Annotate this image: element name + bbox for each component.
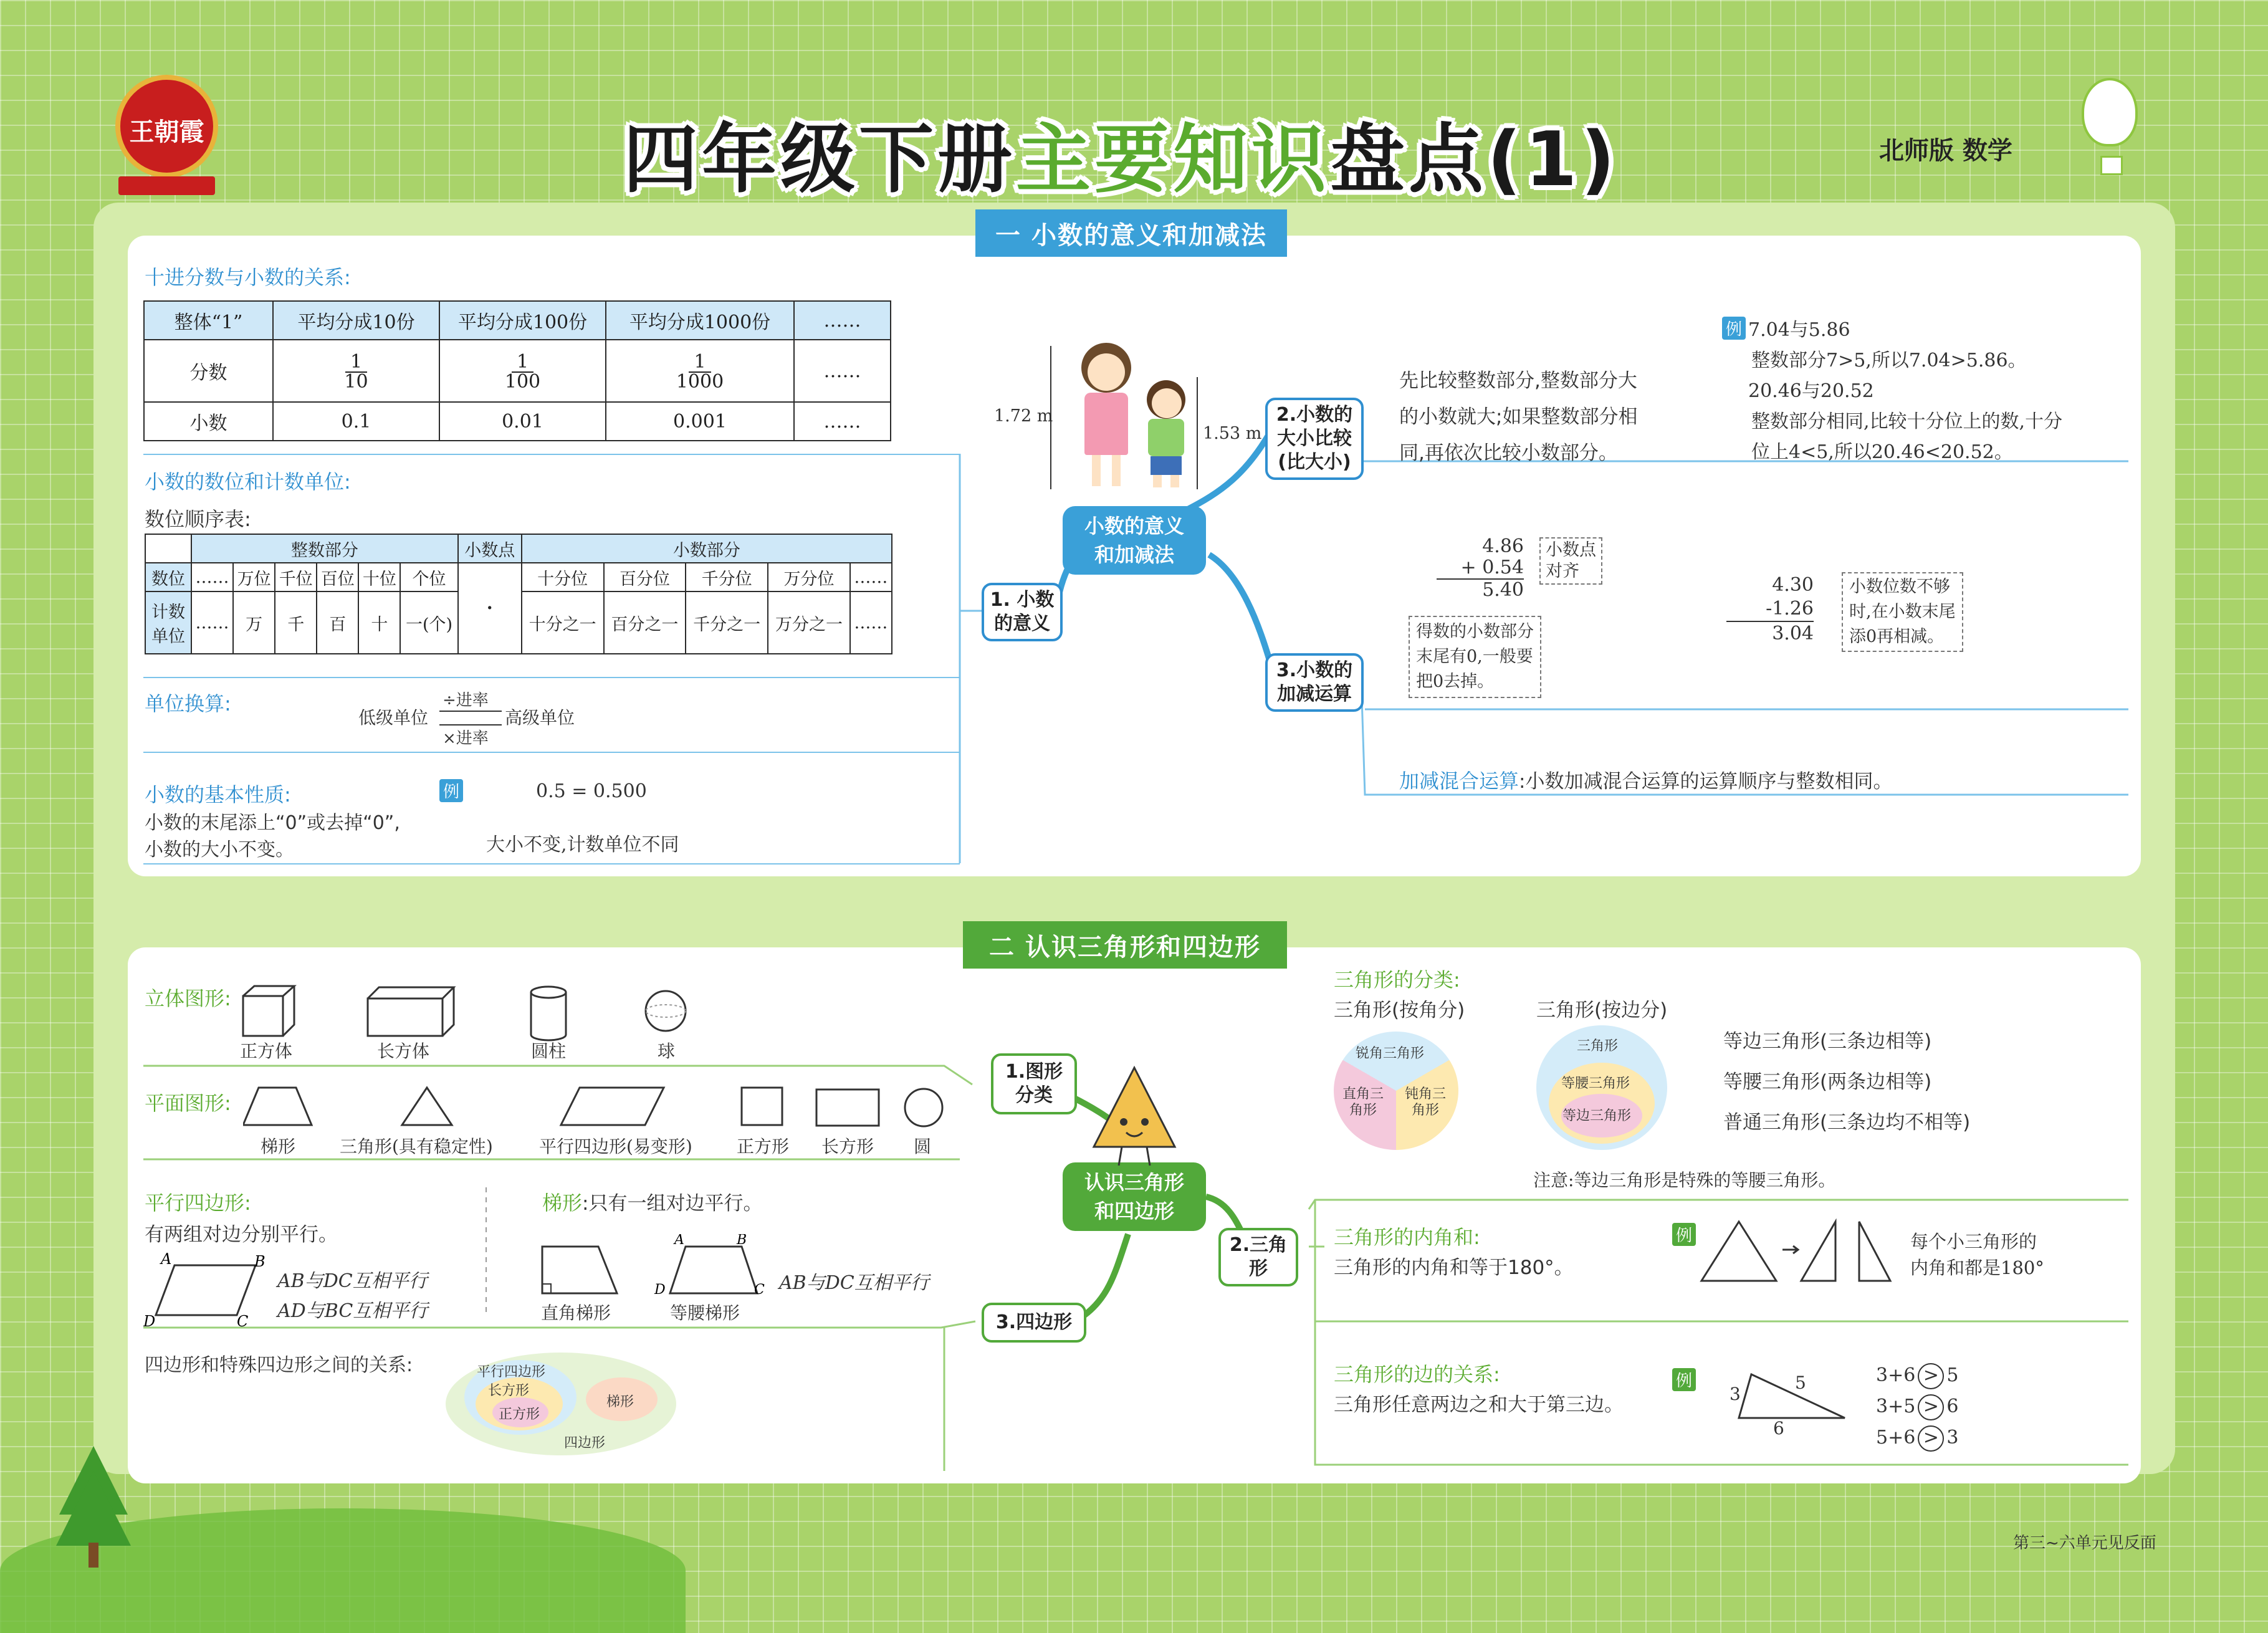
venn-label: 平行四边形 [477, 1364, 546, 1380]
trap-rule: 梯形:只有一组对边平行。 [542, 1191, 763, 1215]
plane-label: 圆 [914, 1136, 932, 1157]
cylinder-icon [531, 987, 566, 1040]
decimal-point: · [458, 563, 522, 654]
prop-text1: 小数的末尾添上“0”或去掉“0”, [145, 812, 400, 834]
gt-circle: > [1918, 1425, 1944, 1452]
prop-example-note: 大小不变,计数单位不同 [486, 834, 679, 856]
venn-label: 等腰三角形 [1561, 1076, 1630, 1091]
place-sub: 数位顺序表: [145, 507, 251, 531]
plane-shapes [243, 1085, 960, 1134]
unit-div: ÷进率 [443, 691, 489, 710]
decimal-cell: 0.001 [606, 402, 794, 441]
venn-label: 正方形 [499, 1407, 540, 1422]
para-rel1: AB与DC互相平行 [277, 1270, 428, 1292]
solid-label: 长方体 [377, 1041, 430, 1061]
decimal-cell: 0.01 [439, 402, 606, 441]
col-header: 整体“1” [144, 301, 273, 340]
section1-node-addsub: 3.小数的 加减运算 [1265, 653, 1364, 712]
edition-label: 北师版 数学 [1879, 136, 2012, 165]
fraction-cell: $\frac{1}{10}$ [273, 340, 439, 402]
side-len: 5 [1795, 1372, 1806, 1393]
side-len: 3 [1730, 1384, 1741, 1404]
pie-label: 钝角三角形 [1404, 1086, 1446, 1118]
rel-title: 十进分数与小数的关系: [145, 266, 351, 289]
plane-title: 平面图形: [145, 1091, 231, 1115]
svg-text:C: C [237, 1313, 249, 1328]
example-badge: 例 [1672, 1223, 1696, 1246]
unit-cell: 千分之一 [686, 591, 768, 654]
place-cell: 十分位 [522, 563, 604, 591]
side-desc: 普通三角形(三条边均不相等) [1723, 1111, 1971, 1134]
fraction-cell: …… [794, 340, 891, 402]
col-header: 平均分成100份 [439, 301, 606, 340]
svg-text:A: A [161, 1253, 172, 1268]
parallelogram-icon [561, 1088, 664, 1125]
svg-text:D: D [143, 1313, 156, 1328]
para-text: 有两组对边分别平行。 [145, 1224, 338, 1246]
place-cell: …… [850, 563, 892, 591]
unit-cell: 百 [317, 591, 358, 654]
svg-text:D: D [654, 1282, 666, 1298]
footer-note: 第三~六单元见反面 [2013, 1534, 2156, 1553]
pie-label: 直角三角形 [1342, 1086, 1384, 1118]
unit-mul: ×进率 [443, 729, 489, 748]
triangle-note: 注意:等边三角形是特殊的等腰三角形。 [1533, 1170, 1836, 1190]
place-cell: 十位 [358, 563, 400, 591]
angle-note1: 每个小三角形的 [1910, 1231, 2037, 1252]
plane-label: 长方形 [821, 1136, 874, 1157]
square-icon [742, 1088, 782, 1125]
solid-shapes [237, 985, 704, 1047]
addition-note-box: 小数点 对齐 [1539, 537, 1602, 585]
unit-high: 高级单位 [505, 707, 575, 728]
page-title: 四年级下册主要知识盘点(1) [623, 117, 1619, 203]
unit-cell: 一(个) [400, 591, 457, 654]
girl-height: 1.72 m [994, 406, 1053, 426]
unit-cell: 十 [358, 591, 400, 654]
unit-title: 单位换算: [145, 692, 231, 716]
cube-icon [243, 986, 294, 1036]
subtraction-example: 4.30 -1.26 3.04 [1726, 573, 1814, 646]
angle-pie [1334, 1032, 1458, 1150]
example-badge: 例 [439, 779, 463, 802]
angle-note2: 内角和都是180° [1910, 1257, 2044, 1278]
place-title: 小数的数位和计数单位: [145, 470, 351, 494]
parallelogram-diagram [143, 1253, 268, 1328]
row-label: 分数 [144, 340, 273, 402]
place-cell: 百分位 [604, 563, 686, 591]
mix-rule: 加减混合运算:小数加减混合运算的运算顺序与整数相同。 [1399, 769, 1893, 793]
side-triangle-diagram [1720, 1368, 1857, 1437]
place-cell: 万分位 [768, 563, 850, 591]
quad-venn [446, 1353, 676, 1455]
side-venn [1536, 1025, 1667, 1150]
side-text: 三角形任意两边之和大于第三边。 [1334, 1394, 1624, 1416]
section2-node-triangle: 2.三角 形 [1218, 1228, 1298, 1286]
by-side-label: 三角形(按边分) [1536, 999, 1668, 1022]
para-rel2: AD与BC互相平行 [277, 1300, 428, 1322]
place-cell: 百位 [317, 563, 358, 591]
int-part-header: 整数部分 [191, 534, 458, 563]
section2-node-classify: 1.图形 分类 [991, 1053, 1077, 1114]
solid-label: 球 [658, 1041, 676, 1061]
venn-label: 四边形 [564, 1435, 606, 1451]
angle-title: 三角形的内角和: [1334, 1225, 1480, 1249]
compare-text1: 先比较整数部分,整数部分大 [1399, 370, 1637, 392]
col-header: 平均分成10份 [273, 301, 439, 340]
plane-label: 梯形 [261, 1136, 296, 1157]
venn-label: 长方形 [488, 1383, 530, 1399]
fraction-cell: $\frac{1}{100}$ [439, 340, 606, 402]
row-label: 数位 [145, 563, 191, 591]
place-cell: …… [191, 563, 233, 591]
dec-part-header: 小数部分 [522, 534, 892, 563]
compare-text2: 的小数就大;如果整数部分相 [1399, 406, 1638, 428]
quad-rel-title: 四边形和特殊四边形之间的关系: [145, 1354, 413, 1376]
solid-label: 圆柱 [531, 1041, 567, 1061]
place-cell: 万位 [233, 563, 275, 591]
row-label: 计数单位 [145, 591, 191, 654]
triangle-icon [402, 1088, 452, 1125]
unit-cell: …… [191, 591, 233, 654]
unit-low: 低级单位 [358, 707, 429, 728]
section2-center-node: 认识三角形 和四边形 [1063, 1162, 1206, 1231]
section1-node-compare: 2.小数的 大小比较 (比大小) [1265, 398, 1364, 480]
trap-right-label: 直角梯形 [541, 1303, 611, 1323]
solid-label: 正方体 [240, 1041, 293, 1061]
section1-center-node: 小数的意义 和加减法 [1063, 506, 1206, 575]
plane-label: 三角形(具有稳定性) [340, 1136, 493, 1157]
by-angle-label: 三角形(按角分) [1334, 999, 1465, 1022]
plane-label: 平行四边形(易变形) [539, 1136, 692, 1157]
solid-title: 立体图形: [145, 987, 231, 1010]
brand-text: 王朝霞 [129, 117, 204, 146]
unit-cell: …… [850, 591, 892, 654]
unit-cell: 万分之一 [768, 591, 850, 654]
prop-example-eq: 0.5 = 0.500 [536, 780, 647, 802]
angle-text: 三角形的内角和等于180°。 [1334, 1257, 1574, 1279]
gt-circle: > [1918, 1363, 1944, 1389]
prop-text2: 小数的大小不变。 [145, 839, 294, 861]
trapezoid-diagrams [536, 1234, 773, 1303]
addition-zero-note: 得数的小数部分 末尾有0,一般要 把0去掉。 [1409, 616, 1541, 698]
example-badge: 例 [1722, 317, 1746, 340]
row-label: 小数 [144, 402, 273, 441]
section2-banner: 二 认识三角形和四边形 [963, 921, 1287, 969]
prop-title: 小数的基本性质: [145, 783, 291, 807]
side-desc: 等边三角形(三条边相等) [1723, 1030, 1932, 1053]
decimal-cell: …… [794, 402, 891, 441]
section1-node-meaning: 1. 小数 的意义 [982, 583, 1063, 641]
unit-cell: 百分之一 [604, 591, 686, 654]
svg-text:A: A [674, 1234, 684, 1248]
point-header: 小数点 [458, 534, 522, 563]
section2-node-quadrilateral: 3.四边形 [982, 1303, 1086, 1343]
triangle-mascot-icon [1088, 1063, 1181, 1169]
cuboid-icon [368, 987, 454, 1036]
cls-title: 三角形的分类: [1334, 968, 1460, 992]
svg-text:B: B [737, 1234, 747, 1248]
fraction-cell: $\frac{1}{1000}$ [606, 340, 794, 402]
boy-height: 1.53 m [1203, 424, 1262, 443]
unit-cell: 千 [275, 591, 317, 654]
gt-circle: > [1918, 1394, 1944, 1420]
side-inequalities: 3+6 > 5 3+5 > 6 5+6 > 3 [1876, 1360, 1958, 1453]
plane-label: 正方形 [737, 1136, 790, 1157]
place-cell: 个位 [400, 563, 457, 591]
col-header: 平均分成1000份 [606, 301, 794, 340]
venn-label: 梯形 [606, 1394, 634, 1410]
addition-example: 4.86 + 0.54 5.40 [1437, 536, 1524, 601]
place-cell: 千位 [275, 563, 317, 591]
svg-text:B: B [254, 1253, 266, 1270]
circle-icon [905, 1089, 942, 1126]
venn-label: 等边三角形 [1562, 1108, 1632, 1124]
side-title: 三角形的边的关系: [1334, 1362, 1500, 1386]
tree-icon [56, 1446, 131, 1571]
pie-label: 锐角三角形 [1356, 1046, 1425, 1061]
trap-iso-label: 等腰梯形 [670, 1303, 740, 1323]
trapezoid-icon [243, 1088, 312, 1125]
svg-text:C: C [754, 1282, 765, 1298]
trap-rel: AB与DC互相平行 [779, 1272, 929, 1294]
place-cell: 千分位 [686, 563, 768, 591]
decimal-cell: 0.1 [273, 402, 439, 441]
side-len: 6 [1773, 1418, 1784, 1439]
compare-text3: 同,再依次比较小数部分。 [1399, 442, 1618, 464]
section1-banner: 一 小数的意义和加减法 [975, 209, 1287, 257]
compare-example: 7.04与5.86 整数部分7>5,所以7.04>5.86。 20.46与20.52 整数部分相同,比较十分位上的数,十分 位上4<5,所以20.46<20.52。 [1748, 319, 2063, 463]
side-desc: 等腰三角形(两条边相等) [1723, 1071, 1932, 1093]
para-title: 平行四边形: [145, 1191, 251, 1215]
sphere-icon [646, 991, 686, 1031]
example-badge: 例 [1672, 1368, 1696, 1391]
unit-cell: 万 [233, 591, 275, 654]
unit-cell: 十分之一 [522, 591, 604, 654]
angle-sum-diagram [1698, 1219, 1898, 1287]
subtraction-note-box: 小数位数不够 时,在小数末尾 添0再相减。 [1842, 572, 1963, 652]
venn-label: 三角形 [1577, 1038, 1619, 1054]
rectangle-icon [816, 1089, 879, 1126]
col-header: …… [794, 301, 891, 340]
